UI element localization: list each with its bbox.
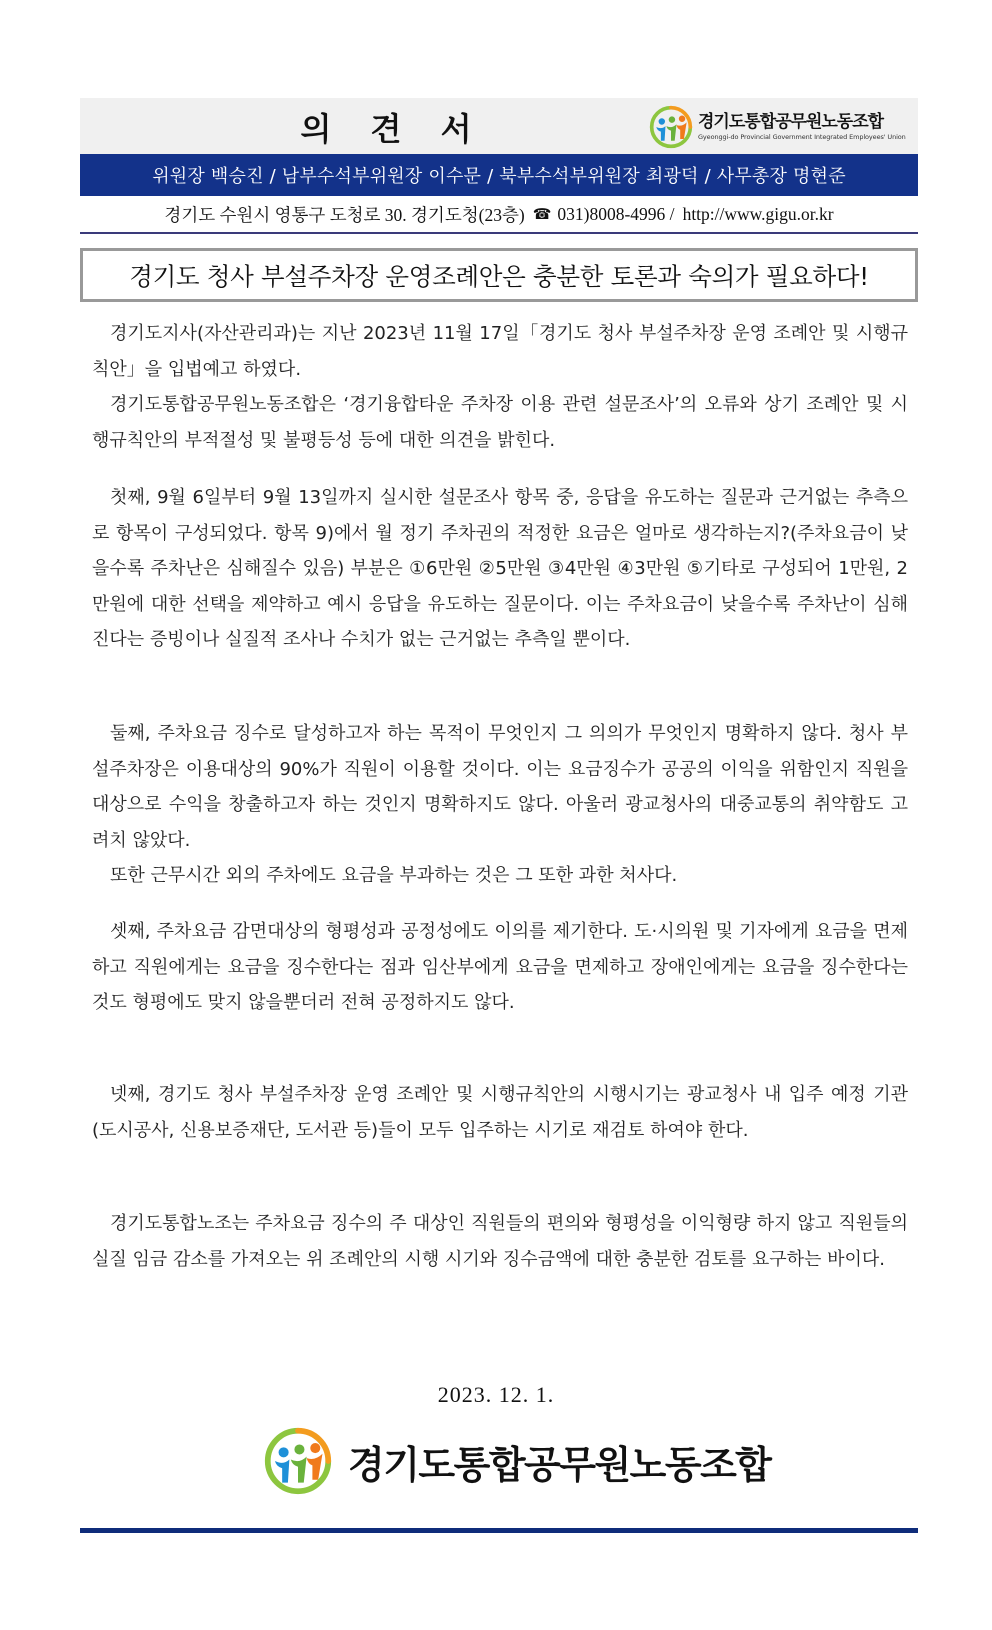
phone-number: 031)8008-4996 / [557, 203, 675, 224]
point-first [92, 480, 908, 658]
bottom-divider [80, 1528, 918, 1533]
intro-paragraph-2: 경기도통합공무원노동조합은 ‘경기융합타운 주차장 이용 관련 설문조사’의 오류와 상기 조례안 및 시행규칙안의 부적절성 및 불평등성 등에 대한 의견을 밝힌다. [92, 394, 908, 451]
org-name-english: Gyeonggi-do Provincial Government Integrated Employees' Union [698, 133, 906, 141]
second-extra-paragraph: 또한 근무시간 외의 주차에도 요금을 부과하는 것은 그 또한 과한 처사다. [110, 865, 678, 886]
footer-logo [262, 1425, 771, 1497]
address: 경기도 수원시 영통구 도청로 30. 경기도청(23층) [164, 204, 525, 225]
second-paragraph: 둘째, 주차요금 징수로 달성하고자 하는 목적이 무엇인지 그 의의가 무엇인지 명확하지 않다. 청사 부설주차장은 이용대상의 90%가 직원이 이용할 것이다. 이는 요금징수가 공공의 이익을 위함인지 직원을 대상으로 수익을 창출하고자 하는 것인지 명확하지도 않다. 아울러 광교청사의 대중교통의 취약함도 고려치 않았다. [92, 723, 908, 851]
conclusion-paragraph: 경기도통합노조는 주차요금 징수의 주 대상인 직원들의 편의와 형평성을 이익형량 하지 않고 직원들의 실질 임금 감소를 가져오는 위 조례안의 시행 시기와 징수금액에 대한 충분한 검토를 요구하는 바이다. [92, 1213, 908, 1270]
third-paragraph: 셋째, 주차요금 감면대상의 형평성과 공정성에도 이의를 제기한다. 도·시의원 및 기자에게 요금을 면제하고 직원에게는 요금을 징수한다는 점과 임산부에게 요금을 면제하고 장애인에게는 요금을 징수한다는 것도 형평에도 맞지 않을뿐더러 전혀 공정하지도 않다. [92, 921, 908, 1013]
point-fourth [92, 1077, 908, 1148]
contact-line [80, 196, 918, 234]
website-link[interactable]: http://www.gigu.or.kr [682, 203, 834, 224]
union-logo-icon [262, 1425, 334, 1497]
point-second [92, 716, 908, 894]
phone-icon: ☎ [532, 206, 552, 223]
point-third [92, 914, 908, 1021]
union-logo-icon [648, 104, 694, 150]
document-date: 2023. 12. 1. [437, 1382, 555, 1407]
header-logo [648, 104, 906, 150]
intro-section [92, 316, 908, 458]
headline: 경기도 청사 부설주차장 운영조례안은 충분한 토론과 숙의가 필요하다! [80, 248, 918, 302]
fourth-paragraph: 넷째, 경기도 청사 부설주차장 운영 조례안 및 시행규칙안의 시행시기는 광교청사 내 입주 예정 기관(도시공사, 신용보증재단, 도서관 등)들이 모두 입주하는 시기로 재검토 하여야 한다. [92, 1084, 908, 1141]
first-paragraph: 첫째, 9월 6일부터 9월 13일까지 실시한 설문조사 항목 중, 응답을 유도하는 질문과 근거없는 추측으로 항목이 구성되었다. 항목 9)에서 월 정기 주차권의 적정한 요금은 얼마로 생각하는지?(주차요금이 낮을수록 주차난은 심해질수 있음) 부분은 ①6만원 ②5만원 ③4만원 ④3만원 ⑤기타로 구성되어 1만원, 2만원에 대한 선택을 제약하고 예시 응답을 유도하는 질문이다. 이는 주차요금이 낮을수록 주차난이 심해진다는 증빙이나 실질적 조사나 수치가 없는 근거없는 추측일 뿐이다. [92, 487, 908, 650]
intro-paragraph-1: 경기도지사(자산관리과)는 지난 2023년 11월 17일「경기도 청사 부설주차장 운영 조례안 및 시행규칙안」을 입법예고 하였다. [92, 323, 908, 380]
footer-org-name: 경기도통합공무원노동조합 [348, 1442, 771, 1487]
conclusion [92, 1206, 908, 1277]
letterhead [80, 98, 918, 154]
officers-band: 위원장 백승진 / 남부수석부위원장 이수문 / 북부수석부위원장 최광덕 / 사무총장 명현준 [80, 154, 918, 196]
document-title: 의 견 서 [300, 110, 486, 148]
org-name: 경기도통합공무원노동조합 [698, 112, 884, 132]
